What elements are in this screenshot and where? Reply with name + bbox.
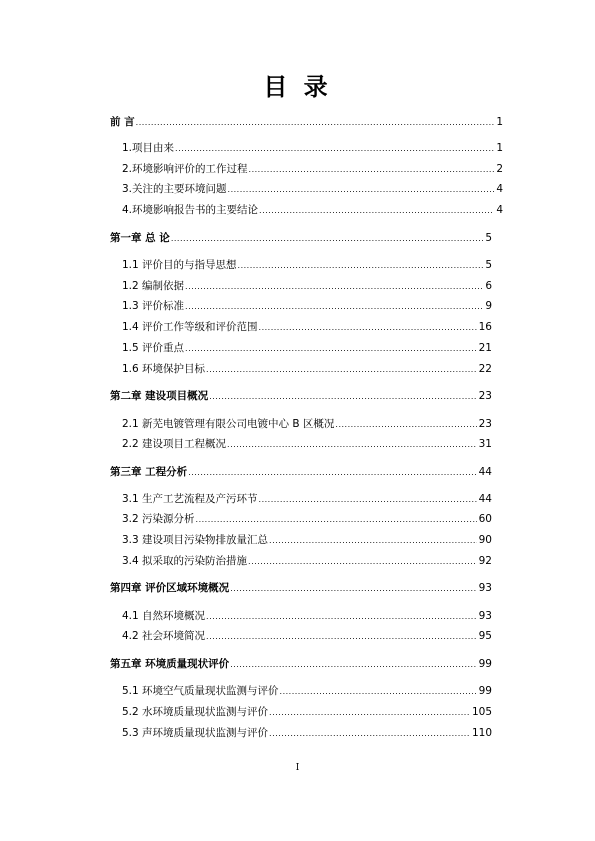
toc-dot-leader [196,512,477,528]
toc-page-number: 6 [485,280,492,292]
toc-section-entry[interactable] [122,553,492,569]
toc-entry-label: 5.3 声环境质量现状监测与评价 [122,727,269,739]
toc-entry-label: 第三章 工程分析 [110,466,188,478]
toc-page-number: 44 [478,466,492,478]
toc-chapter-entry[interactable] [110,114,503,130]
toc-page-number: 99 [478,685,492,697]
toc-dot-leader [230,657,476,673]
toc-dot-leader [230,581,476,597]
toc-section-entry[interactable] [122,161,503,177]
toc-entry-label: 1.5 评价重点 [122,342,185,354]
toc-entry-label: 3.3 建设项目污染物排放量汇总 [122,534,269,546]
toc-entry-label: 3.1 生产工艺流程及产污环节 [122,493,258,505]
toc-section-entry[interactable] [122,704,492,720]
toc-dot-leader [206,629,477,645]
toc-dot-leader [209,389,476,405]
toc-section-entry[interactable] [122,202,503,218]
toc-dot-leader [259,320,477,336]
toc-entry-label: 2.环境影响评价的工作过程 [122,163,248,175]
toc-dot-leader [249,162,495,178]
toc-dot-leader [238,258,484,274]
toc-page-number: 99 [478,658,492,670]
toc-section-entry[interactable] [122,181,503,197]
toc-page-number: 5 [485,232,492,244]
toc-chapter-entry[interactable] [110,580,492,596]
toc-page-number: 16 [478,321,492,333]
toc-section-entry[interactable] [122,340,492,356]
toc-dot-leader [175,141,494,157]
toc-entry-label: 第二章 建设项目概况 [110,390,209,402]
toc-entry-label: 1.3 评价标准 [122,300,185,312]
toc-dot-leader [280,684,477,700]
toc-dot-leader [259,492,477,508]
toc-page-number: 22 [478,363,492,375]
toc-page-number: 1 [496,116,503,128]
toc-page-number: 23 [478,390,492,402]
toc-entry-label: 5.1 环境空气质量现状监测与评价 [122,685,279,697]
toc-section-entry[interactable] [122,683,492,699]
toc-entry-label: 1.1 评价目的与指导思想 [122,259,237,271]
toc-section-entry[interactable] [122,608,492,624]
toc-entry-label: 1.4 评价工作等级和评价范围 [122,321,258,333]
toc-page-number: 2 [496,163,503,175]
toc-chapter-entry[interactable] [110,230,492,246]
toc-dot-leader [335,417,476,433]
toc-dot-leader [185,279,483,295]
toc-dot-leader [227,437,477,453]
toc-dot-leader [171,231,484,247]
toc-section-entry[interactable] [122,491,492,507]
toc-entry-label: 3.2 污染源分析 [122,513,195,525]
toc-dot-leader [206,362,477,378]
toc-entry-label: 3.关注的主要环境问题 [122,183,227,195]
toc-section-entry[interactable] [122,361,492,377]
toc-page-number: 44 [478,493,492,505]
toc-section-entry[interactable] [122,298,492,314]
toc-section-entry[interactable] [122,278,492,294]
toc-section-entry[interactable] [122,436,492,452]
toc-chapter-entry[interactable] [110,388,492,404]
toc-page-number: 110 [471,727,492,739]
toc-entry-label: 3.4 拟采取的污染防治措施 [122,555,248,567]
toc-page-number: 105 [471,706,492,718]
toc-page-number: 93 [478,610,492,622]
toc-entry-label: 1.6 环境保护目标 [122,363,206,375]
toc-section-entry[interactable] [122,140,503,156]
toc-entry-label: 2.2 建设项目工程概况 [122,438,227,450]
toc-dot-leader [136,115,495,131]
toc-section-entry[interactable] [122,511,492,527]
toc-dot-leader [185,299,483,315]
toc-entry-label: 1.2 编制依据 [122,280,185,292]
toc-entry-label: 第五章 环境质量现状评价 [110,658,230,670]
toc-dot-leader [269,726,470,742]
toc-chapter-entry[interactable] [110,464,492,480]
toc-section-entry[interactable] [122,416,492,432]
toc-section-entry[interactable] [122,532,492,548]
toc-entry-label: 前 言 [110,116,135,128]
toc-entry-label: 4.1 自然环境概况 [122,610,206,622]
toc-entry-label: 第一章 总 论 [110,232,170,244]
toc-page-number: 4 [496,183,503,195]
toc-dot-leader [248,554,477,570]
toc-entry-label: 1.项目由来 [122,142,175,154]
toc-chapter-entry[interactable] [110,656,492,672]
toc-page-number: 31 [478,438,492,450]
toc-page-number: 21 [478,342,492,354]
toc-dot-leader [228,182,495,198]
toc-entry-label: 5.2 水环境质量现状监测与评价 [122,706,269,718]
toc-dot-leader [185,341,477,357]
toc-page-number: 60 [478,513,492,525]
toc-dot-leader [188,465,476,481]
toc-page-number: 9 [485,300,492,312]
toc-dot-leader [269,705,470,721]
toc-section-entry[interactable] [122,628,492,644]
toc-page-number: 1 [496,142,503,154]
toc-title: 目 录 [263,72,332,101]
toc-page-number: 95 [478,630,492,642]
toc-page-number: 5 [485,259,492,271]
toc-entry-label: 4.2 社会环境简况 [122,630,206,642]
toc-page-number: 92 [478,555,492,567]
footer-page-number: I [295,763,300,773]
toc-dot-leader [206,609,477,625]
toc-dot-leader [269,533,477,549]
toc-section-entry[interactable] [122,319,492,335]
toc-section-entry[interactable] [122,725,492,741]
toc-page-number: 23 [478,418,492,430]
toc-entry-label: 2.1 新芜电镀管理有限公司电镀中心 B 区概况 [122,418,335,430]
toc-page-number: 4 [496,204,503,216]
toc-entry-label: 4.环境影响报告书的主要结论 [122,204,259,216]
toc-dot-leader [259,203,494,219]
toc-entry-label: 第四章 评价区域环境概况 [110,582,230,594]
toc-section-entry[interactable] [122,257,492,273]
toc-page-number: 93 [478,582,492,594]
toc-page-number: 90 [478,534,492,546]
